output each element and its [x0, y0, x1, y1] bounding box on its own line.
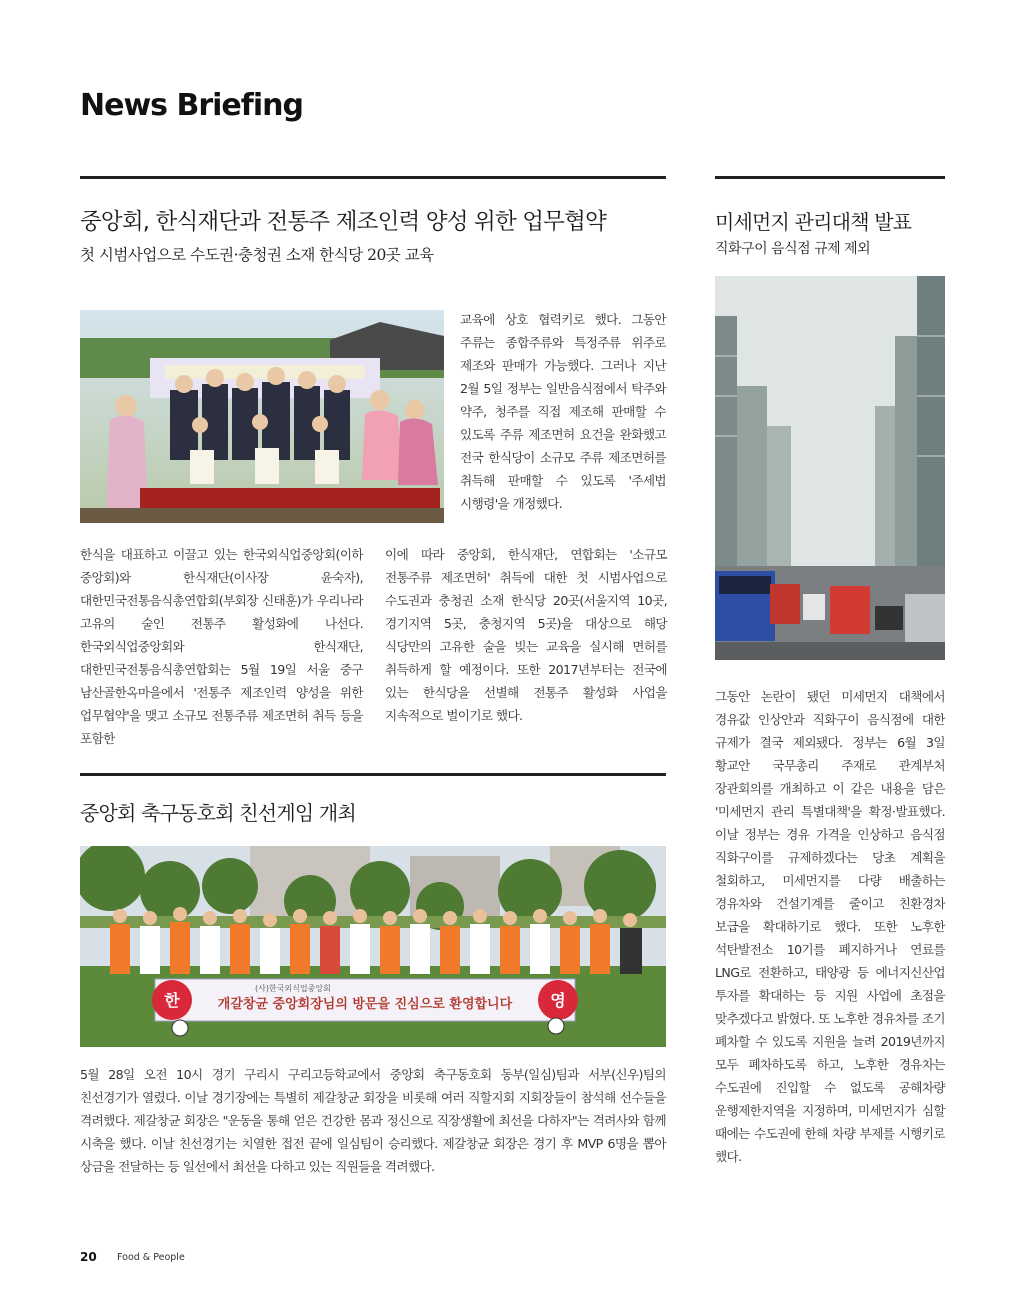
article2-headline: 중앙회 축구동호회 친선게임 개최 [80, 801, 356, 825]
article1-top-rule [80, 176, 666, 179]
city-street-photo [715, 276, 945, 660]
section-title: News Briefing [80, 88, 303, 123]
article1-col-right-top: 교육에 상호 협력키로 했다. 그동안 주류는 종합주류와 특정주류 위주로 제조와 판매가 가능했다. 그러나 지난 2월 5일 정부는 일반음식점에서 탁주와 약주, 청주를 직접 제조해 판매할 수 있도록 주류 제조면허 요건을 완화했고 전국 한식당이 소규모 주류 제조면허를 취득해 판매할 수 있도록 '주세법 시행령'을 개정했다. [460, 312, 666, 511]
article1-col-left: 한식을 대표하고 이끌고 있는 한국외식업중앙회(이하 중앙회)와 한식재단(이사장 윤숙자), 대한민국전통음식총연합회(부회장 신태훈)가 우리나라 고유의 술인 전통주 활성화에 나선다. 한국외식업중앙회와 한식재단, 대한민국전통음식총연합회는 5월 19일 서울 중구 남산골한옥마을에서 '전통주 제조인력 양성을 위한 업무협약'을 맺고 소규모 전통주류 제조면허 취득 등을 포함한 [80, 547, 363, 746]
page-number: 20 [80, 1250, 97, 1264]
banner-top-text: (사)한국외식업중앙회 [255, 984, 331, 993]
article2-body: 5월 28일 오전 10시 경기 구리시 구리고등학교에서 중앙회 축구동호회 동부(일심)팀과 서부(신우)팀의 친선경기가 열렸다. 이날 경기장에는 특별히 제갈창균 회장을 비롯해 여러 직할지회 지회장들이 참석해 선수들을 격려했다. 제갈창균 회장은 "운동을 통해 얻은 건강한 몸과 정신으로 직장생활에 최선을 다하자"는 격려사와 함께 시축을 했다. 이날 친선경기는 치열한 접전 끝에 일심팀이 승리했다. 제갈창균 회장은 경기 후 MVP 6명을 뽑아 상금을 전달하는 등 일선에서 최선을 다하고 있는 직원들을 격려했다. [80, 1067, 666, 1174]
banner-left-char: 한 [164, 991, 180, 1010]
ceremony-photo [80, 310, 444, 523]
banner-text: 개갈창균 중앙회장님의 방문을 진심으로 환영합니다 [217, 997, 513, 1012]
article3-body: 그동안 논란이 됐던 미세먼지 대책에서 경유값 인상안과 직화구이 음식점에 대한 규제가 결국 제외됐다. 정부는 6월 3일 황교안 국무총리 주재로 관계부처 장관회의를 개최하고 이 같은 내용을 담은 '미세먼지 관리 특별대책'을 확정·발표했다. 이날 정부는 경유 가격을 인상하고 음식점 직화구이를 규제하겠다는 당초 계획을 철회하고, 미세먼지를 다량 배출하는 경유차와 건설기계를 줄이고 친환경차 보급을 확대하기로 했다. 또한 노후한 석탄발전소 10기를 폐지하거나 연료를 LNG로 전환하고, 태양광 등 에너지신산업 투자를 확대하는 등 지원 사업에 초점을 맞추겠다고 밝혔다. 또 노후한 경유차를 조기 폐차할 수 있도록 지원을 늘려 2019년까지 모두 폐차하도록 하고, 노후한 경유차는 수도권에 진입할 수 없도록 공해차량 운행제한지역을 지정하며, 미세먼지가 심할 때에는 수도권에 한해 차량 부제를 시행키로 했다. [715, 689, 945, 1164]
article3-top-rule [715, 176, 945, 179]
article3-subhead: 직화구이 음식점 규제 제외 [715, 241, 871, 257]
article1-subhead: 첫 시범사업으로 수도권·충청권 소재 한식당 20곳 교육 [80, 246, 434, 264]
article1-col-mid: 이에 따라 중앙회, 한식재단, 연합회는 '소규모 전통주류 제조면허' 취득에 대한 첫 시범사업으로 수도권과 충청권 소재 한식당 20곳(서울지역 10곳, 경기지역 5곳, 충청지역 5곳)을 대상으로 해당 식당만의 고유한 술을 빚는 교육을 실시해 면허를 취득하게 할 예정이다. 또한 2017년부터는 전국에 있는 한식당을 선별해 전통주 활성화 사업을 지속적으로 벌이기로 했다. [385, 547, 667, 723]
article3-headline: 미세먼지 관리대책 발표 [715, 210, 912, 234]
banner-right-char: 영 [550, 991, 566, 1010]
article1-headline: 중앙회, 한식재단과 전통주 제조인력 양성 위한 업무협약 [80, 209, 606, 235]
article2-top-rule [80, 773, 666, 776]
soccer-team-photo [80, 846, 666, 1047]
magazine-name: Food & People [117, 1252, 185, 1263]
